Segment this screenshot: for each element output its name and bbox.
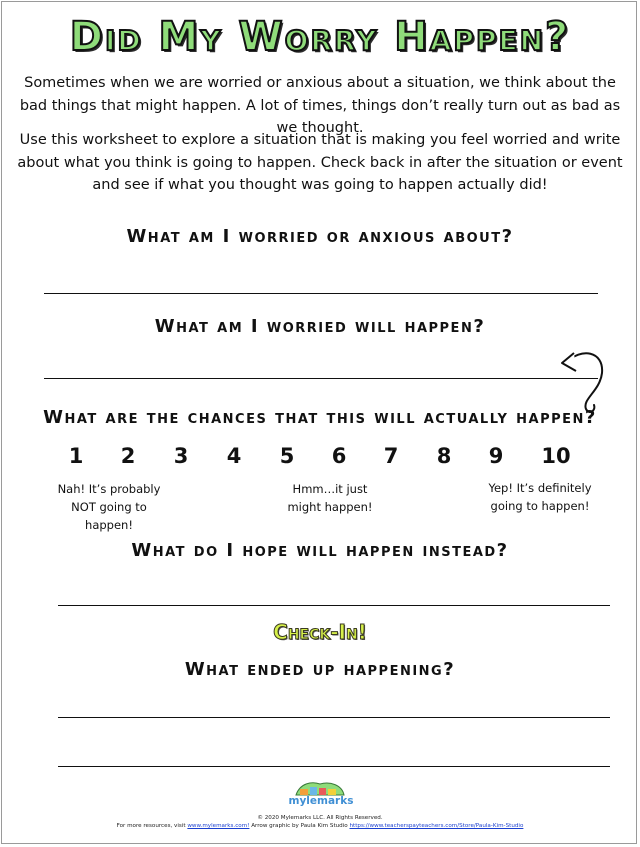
answer-line-ended-2[interactable] (58, 766, 610, 767)
question-chances: What are the chances that this will actually happen? (43, 407, 597, 428)
footer-resources (0, 823, 640, 829)
footer-resources-prefix: For more resources, visit (116, 823, 186, 829)
answer-line-worry[interactable] (44, 293, 598, 294)
scale-number[interactable]: 5 (279, 444, 295, 468)
curly-arrow-icon (556, 343, 606, 415)
footer-copyright: © 2020 Mylemarks LLC. All Rights Reserved. (257, 815, 383, 821)
footer-arrow-credit: Arrow graphic by Paula Kim Studio (251, 823, 348, 829)
likelihood-scale (0, 444, 640, 474)
question-hope-instead: What do I hope will happen instead? (131, 540, 509, 561)
scale-caption-mid: Hmm…it just might happen! (287, 482, 373, 514)
scale-number[interactable]: 10 (541, 444, 571, 468)
footer-site-link[interactable]: www.mylemarks.com! (187, 823, 250, 829)
intro-paragraph-2: Use this worksheet to explore a situation that is making you feel worried and write about what you think is going to happen. Check back in after the situation or event and see if what you thought was going to happen actually did! (17, 132, 623, 193)
question-worried-will-happen: What am I worried will happen? (154, 316, 486, 337)
scale-number[interactable]: 2 (120, 444, 136, 468)
scale-number[interactable]: 6 (331, 444, 347, 468)
intro-paragraph-1: Sometimes when we are worried or anxious about a situation, we think about the bad things that might happen. A lot of times, things don’t really turn out as bad as we thought. (19, 75, 621, 136)
check-in-heading: Check-In! (273, 620, 367, 644)
answer-line-worried-will-happen[interactable] (44, 378, 598, 379)
scale-number[interactable]: 3 (173, 444, 189, 468)
question-worry: What am I worried or anxious about? (126, 226, 514, 247)
question-ended-up-happening: What ended up happening? (184, 659, 456, 680)
scale-caption-high: Yep! It’s definitely going to happen! (488, 481, 592, 513)
scale-caption-low: Nah! It’s probably NOT going to happen! (57, 482, 161, 532)
scale-number[interactable]: 1 (68, 444, 84, 468)
answer-line-hope-instead[interactable] (58, 605, 610, 606)
mylemarks-logo-icon (290, 781, 352, 811)
worksheet-title: Did My Worry Happen? (69, 14, 571, 60)
scale-number[interactable]: 4 (226, 444, 242, 468)
scale-number[interactable]: 8 (436, 444, 452, 468)
footer-arrow-link[interactable]: https://www.teacherspayteachers.com/Store/Paula-Kim-Studio (349, 823, 524, 829)
logo-wordmark: mylemarks (288, 795, 354, 807)
scale-number[interactable]: 9 (488, 444, 504, 468)
scale-number[interactable]: 7 (383, 444, 399, 468)
answer-line-ended-1[interactable] (58, 717, 610, 718)
